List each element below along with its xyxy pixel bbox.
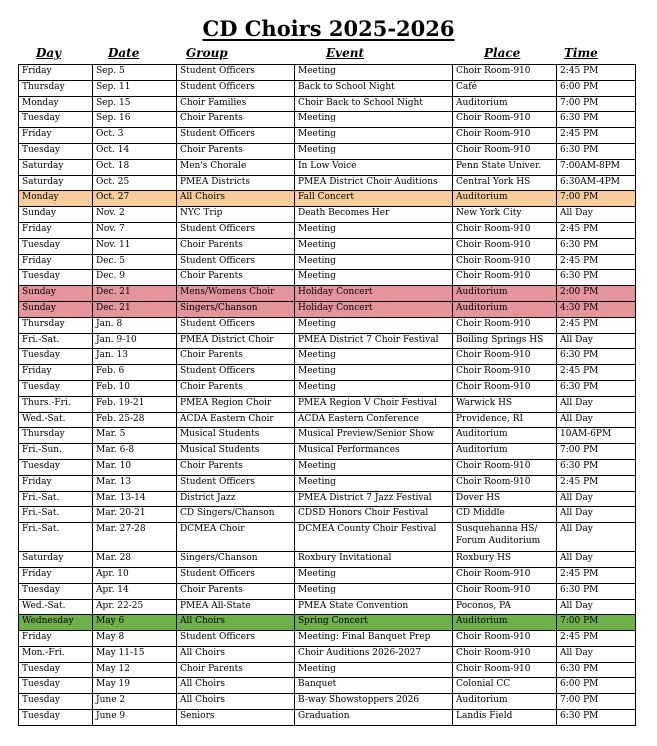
cell-group: Choir Parents — [177, 380, 295, 396]
cell-time: 2:00 PM — [557, 286, 636, 302]
cell-day: Fri.-Sat. — [19, 491, 93, 507]
cell-date: Mar. 6-8 — [93, 444, 177, 460]
table-row — [19, 112, 636, 128]
table-row — [19, 317, 636, 333]
cell-date: Jan. 8 — [93, 317, 177, 333]
cell-event: PMEA District 7 Jazz Festival — [295, 491, 453, 507]
table-row — [19, 286, 636, 302]
cell-day: Tuesday — [19, 238, 93, 254]
cell-date: Mar. 20-21 — [93, 507, 177, 523]
table-row — [19, 128, 636, 144]
cell-event: Meeting: Final Banquet Prep — [295, 631, 453, 647]
cell-day: Thursday — [19, 80, 93, 96]
cell-time: 2:45 PM — [557, 567, 636, 583]
cell-group: Choir Parents — [177, 349, 295, 365]
cell-time: 7:00 PM — [557, 694, 636, 710]
cell-day: Fri.-Sat. — [19, 523, 93, 552]
cell-date: Mar. 27-28 — [93, 523, 177, 552]
cell-group: PMEA Region Choir — [177, 396, 295, 412]
cell-date: June 2 — [93, 694, 177, 710]
cell-place: Roxbury HS — [453, 552, 557, 568]
cell-event: Meeting — [295, 222, 453, 238]
cell-day: Saturday — [19, 552, 93, 568]
cell-place: Auditorium — [453, 615, 557, 631]
cell-event: Meeting — [295, 128, 453, 144]
cell-place: Choir Room-910 — [453, 349, 557, 365]
table-row — [19, 365, 636, 381]
cell-day: Fri.-Sat. — [19, 333, 93, 349]
cell-day: Tuesday — [19, 459, 93, 475]
cell-day: Wed.-Sat. — [19, 412, 93, 428]
cell-event: Meeting — [295, 567, 453, 583]
cell-day: Tuesday — [19, 694, 93, 710]
cell-day: Tuesday — [19, 349, 93, 365]
cell-date: Oct. 14 — [93, 143, 177, 159]
cell-group: Student Officers — [177, 631, 295, 647]
cell-time: All Day — [557, 552, 636, 568]
cell-date: Dec. 5 — [93, 254, 177, 270]
header-place: Place — [484, 46, 521, 60]
cell-group: NYC Trip — [177, 207, 295, 223]
cell-date: Apr. 14 — [93, 583, 177, 599]
cell-group: Student Officers — [177, 65, 295, 81]
cell-date: Oct. 18 — [93, 159, 177, 175]
cell-group: All Choirs — [177, 694, 295, 710]
table-row — [19, 507, 636, 523]
cell-place: Choir Room-910 — [453, 365, 557, 381]
cell-event: PMEA District 7 Choir Festival — [295, 333, 453, 349]
cell-day: Sunday — [19, 207, 93, 223]
cell-date: Nov. 7 — [93, 222, 177, 238]
cell-day: Thursday — [19, 428, 93, 444]
cell-place: Central York HS — [453, 175, 557, 191]
table-row — [19, 222, 636, 238]
table-row — [19, 270, 636, 286]
table-row — [19, 615, 636, 631]
cell-day: Monday — [19, 191, 93, 207]
cell-event: Meeting — [295, 349, 453, 365]
cell-group: Student Officers — [177, 128, 295, 144]
cell-date: June 9 — [93, 710, 177, 726]
cell-day: Tuesday — [19, 583, 93, 599]
cell-time: 2:45 PM — [557, 254, 636, 270]
cell-group: DCMEA Choir — [177, 523, 295, 552]
cell-time: All Day — [557, 599, 636, 615]
cell-day: Friday — [19, 631, 93, 647]
table-row — [19, 301, 636, 317]
cell-day: Friday — [19, 254, 93, 270]
cell-time: 2:45 PM — [557, 128, 636, 144]
cell-day: Tuesday — [19, 112, 93, 128]
cell-event: Death Becomes Her — [295, 207, 453, 223]
schedule-table — [18, 64, 636, 726]
cell-group: Choir Parents — [177, 143, 295, 159]
cell-date: Nov. 11 — [93, 238, 177, 254]
cell-group: Choir Parents — [177, 238, 295, 254]
cell-date: Apr. 10 — [93, 567, 177, 583]
cell-group: Student Officers — [177, 567, 295, 583]
cell-event: Meeting — [295, 475, 453, 491]
cell-place: Café — [453, 80, 557, 96]
cell-place: Auditorium — [453, 444, 557, 460]
cell-date: Jan. 13 — [93, 349, 177, 365]
cell-place: New York City — [453, 207, 557, 223]
cell-place: Susquehanna HS/ Forum Auditorium — [453, 523, 557, 552]
cell-group: Choir Parents — [177, 459, 295, 475]
cell-day: Thurs.-Fri. — [19, 396, 93, 412]
cell-place: Dover HS — [453, 491, 557, 507]
cell-day: Tuesday — [19, 270, 93, 286]
cell-place: Choir Room-910 — [453, 270, 557, 286]
cell-day: Friday — [19, 128, 93, 144]
cell-event: Meeting — [295, 365, 453, 381]
cell-group: Mens/Womens Choir — [177, 286, 295, 302]
cell-date: Mar. 28 — [93, 552, 177, 568]
cell-time: All Day — [557, 396, 636, 412]
cell-date: Dec. 9 — [93, 270, 177, 286]
cell-time: 6:30 PM — [557, 270, 636, 286]
cell-time: 6:30 PM — [557, 380, 636, 396]
cell-place: Choir Room-910 — [453, 583, 557, 599]
cell-event: In Low Voice — [295, 159, 453, 175]
table-row — [19, 380, 636, 396]
cell-event: CDSD Honors Choir Festival — [295, 507, 453, 523]
cell-group: All Choirs — [177, 646, 295, 662]
cell-group: Singers/Chanson — [177, 552, 295, 568]
cell-place: Providence, RI — [453, 412, 557, 428]
cell-event: Meeting — [295, 143, 453, 159]
page-title: CD Choirs 2025-2026 — [202, 16, 455, 41]
cell-group: Musical Students — [177, 444, 295, 460]
cell-date: Dec. 21 — [93, 286, 177, 302]
cell-group: Student Officers — [177, 254, 295, 270]
cell-day: Tuesday — [19, 710, 93, 726]
cell-time: 6:00 PM — [557, 80, 636, 96]
cell-event: Choir Back to School Night — [295, 96, 453, 112]
cell-group: All Choirs — [177, 191, 295, 207]
cell-place: Choir Room-910 — [453, 317, 557, 333]
cell-place: Choir Room-910 — [453, 238, 557, 254]
cell-time: 4:30 PM — [557, 301, 636, 317]
cell-date: Sep. 15 — [93, 96, 177, 112]
cell-time: 2:45 PM — [557, 365, 636, 381]
cell-place: Choir Room-910 — [453, 631, 557, 647]
cell-day: Fri.-Sat. — [19, 507, 93, 523]
cell-event: B-way Showstoppers 2026 — [295, 694, 453, 710]
table-row — [19, 646, 636, 662]
cell-event: Meeting — [295, 238, 453, 254]
cell-day: Friday — [19, 475, 93, 491]
cell-event: Choir Auditions 2026-2027 — [295, 646, 453, 662]
cell-event: Meeting — [295, 65, 453, 81]
table-row — [19, 238, 636, 254]
table-row — [19, 412, 636, 428]
cell-time: All Day — [557, 333, 636, 349]
cell-event: DCMEA County Choir Festival — [295, 523, 453, 552]
cell-group: CD Singers/Chanson — [177, 507, 295, 523]
header-day: Day — [36, 46, 62, 60]
table-row — [19, 631, 636, 647]
cell-group: PMEA All-State — [177, 599, 295, 615]
cell-event: Meeting — [295, 380, 453, 396]
cell-place: Choir Room-910 — [453, 128, 557, 144]
cell-time: 6:30 PM — [557, 238, 636, 254]
cell-date: May 12 — [93, 662, 177, 678]
cell-place: Colonial CC — [453, 678, 557, 694]
cell-time: 7:00 PM — [557, 444, 636, 460]
cell-event: ACDA Eastern Conference — [295, 412, 453, 428]
cell-place: Choir Room-910 — [453, 662, 557, 678]
cell-time: 2:45 PM — [557, 222, 636, 238]
table-row — [19, 583, 636, 599]
cell-day: Tuesday — [19, 380, 93, 396]
cell-group: Choir Parents — [177, 270, 295, 286]
cell-date: Mar. 13 — [93, 475, 177, 491]
cell-place: Penn State Univer. — [453, 159, 557, 175]
cell-day: Wed.-Sat. — [19, 599, 93, 615]
cell-time: 10AM-6PM — [557, 428, 636, 444]
cell-time: 6:30 PM — [557, 459, 636, 475]
cell-day: Friday — [19, 567, 93, 583]
table-row — [19, 396, 636, 412]
cell-group: ACDA Eastern Choir — [177, 412, 295, 428]
cell-day: Sunday — [19, 301, 93, 317]
table-row — [19, 159, 636, 175]
cell-day: Friday — [19, 222, 93, 238]
cell-time: 7:00AM-8PM — [557, 159, 636, 175]
cell-time: All Day — [557, 207, 636, 223]
cell-event: Meeting — [295, 112, 453, 128]
cell-place: Auditorium — [453, 191, 557, 207]
table-row — [19, 65, 636, 81]
cell-group: Musical Students — [177, 428, 295, 444]
cell-event: Holiday Concert — [295, 286, 453, 302]
cell-date: Jan. 9-10 — [93, 333, 177, 349]
cell-group: Men's Chorale — [177, 159, 295, 175]
cell-event: Holiday Concert — [295, 301, 453, 317]
cell-date: Apr. 22-25 — [93, 599, 177, 615]
cell-event: Meeting — [295, 254, 453, 270]
cell-place: Auditorium — [453, 286, 557, 302]
cell-day: Tuesday — [19, 143, 93, 159]
cell-time: 6:30 PM — [557, 143, 636, 159]
cell-event: Meeting — [295, 583, 453, 599]
table-row — [19, 475, 636, 491]
cell-event: Back to School Night — [295, 80, 453, 96]
column-headers — [18, 46, 637, 62]
cell-place: Choir Room-910 — [453, 459, 557, 475]
cell-event: PMEA District Choir Auditions — [295, 175, 453, 191]
cell-event: Musical Preview/Senior Show — [295, 428, 453, 444]
cell-place: Auditorium — [453, 694, 557, 710]
cell-day: Wednesday — [19, 615, 93, 631]
cell-place: Auditorium — [453, 428, 557, 444]
cell-place: Choir Room-910 — [453, 222, 557, 238]
table-row — [19, 567, 636, 583]
cell-place: Choir Room-910 — [453, 567, 557, 583]
table-row — [19, 459, 636, 475]
cell-event: Meeting — [295, 317, 453, 333]
cell-date: Oct. 3 — [93, 128, 177, 144]
cell-time: 2:45 PM — [557, 631, 636, 647]
cell-date: May 6 — [93, 615, 177, 631]
table-row — [19, 80, 636, 96]
cell-place: Choir Room-910 — [453, 254, 557, 270]
table-row — [19, 444, 636, 460]
cell-place: Warwick HS — [453, 396, 557, 412]
cell-date: Oct. 27 — [93, 191, 177, 207]
cell-time: All Day — [557, 523, 636, 552]
table-row — [19, 191, 636, 207]
cell-day: Fri.-Sun. — [19, 444, 93, 460]
cell-day: Monday — [19, 96, 93, 112]
cell-group: Student Officers — [177, 222, 295, 238]
cell-group: Choir Families — [177, 96, 295, 112]
cell-time: All Day — [557, 412, 636, 428]
cell-place: CD Middle — [453, 507, 557, 523]
cell-time: 6:30AM-4PM — [557, 175, 636, 191]
table-row — [19, 710, 636, 726]
cell-event: Meeting — [295, 662, 453, 678]
cell-date: Mar. 10 — [93, 459, 177, 475]
cell-date: Sep. 5 — [93, 65, 177, 81]
cell-time: 6:30 PM — [557, 662, 636, 678]
cell-group: All Choirs — [177, 678, 295, 694]
cell-event: Musical Performances — [295, 444, 453, 460]
cell-day: Mon.-Fri. — [19, 646, 93, 662]
cell-place: Landis Field — [453, 710, 557, 726]
cell-event: Fall Concert — [295, 191, 453, 207]
cell-place: Boiling Springs HS — [453, 333, 557, 349]
cell-place: Choir Room-910 — [453, 112, 557, 128]
cell-place: Choir Room-910 — [453, 380, 557, 396]
table-row — [19, 349, 636, 365]
table-row — [19, 694, 636, 710]
cell-day: Sunday — [19, 286, 93, 302]
cell-time: 6:30 PM — [557, 112, 636, 128]
cell-day: Tuesday — [19, 678, 93, 694]
cell-group: PMEA Districts — [177, 175, 295, 191]
cell-date: May 11-15 — [93, 646, 177, 662]
cell-date: Sep. 16 — [93, 112, 177, 128]
cell-date: Nov. 2 — [93, 207, 177, 223]
cell-time: 2:45 PM — [557, 317, 636, 333]
cell-event: PMEA State Convention — [295, 599, 453, 615]
cell-day: Thursday — [19, 317, 93, 333]
header-event: Event — [326, 46, 365, 60]
cell-day: Friday — [19, 365, 93, 381]
cell-date: Feb. 10 — [93, 380, 177, 396]
cell-time: All Day — [557, 507, 636, 523]
cell-event: Spring Concert — [295, 615, 453, 631]
table-row — [19, 599, 636, 615]
cell-date: Feb. 25-28 — [93, 412, 177, 428]
table-row — [19, 552, 636, 568]
cell-time: 6:30 PM — [557, 583, 636, 599]
cell-date: Oct. 25 — [93, 175, 177, 191]
cell-place: Choir Room-910 — [453, 475, 557, 491]
cell-date: Sep. 11 — [93, 80, 177, 96]
cell-time: All Day — [557, 491, 636, 507]
cell-date: May 19 — [93, 678, 177, 694]
header-time: Time — [564, 46, 598, 60]
table-row — [19, 333, 636, 349]
header-date: Date — [108, 46, 140, 60]
cell-place: Choir Room-910 — [453, 646, 557, 662]
table-row — [19, 96, 636, 112]
cell-group: Student Officers — [177, 80, 295, 96]
table-row — [19, 175, 636, 191]
cell-day: Saturday — [19, 175, 93, 191]
cell-time: 7:00 PM — [557, 191, 636, 207]
cell-date: Mar. 13-14 — [93, 491, 177, 507]
cell-date: May 8 — [93, 631, 177, 647]
cell-group: Singers/Chanson — [177, 301, 295, 317]
cell-date: Feb. 6 — [93, 365, 177, 381]
table-row — [19, 678, 636, 694]
cell-date: Mar. 5 — [93, 428, 177, 444]
table-row — [19, 662, 636, 678]
cell-date: Feb. 19-21 — [93, 396, 177, 412]
table-row — [19, 143, 636, 159]
header-group: Group — [186, 46, 228, 60]
cell-time: All Day — [557, 646, 636, 662]
cell-group: All Choirs — [177, 615, 295, 631]
cell-event: Meeting — [295, 270, 453, 286]
cell-group: Choir Parents — [177, 583, 295, 599]
table-row — [19, 254, 636, 270]
cell-event: PMEA Region V Choir Festival — [295, 396, 453, 412]
cell-group: District Jazz — [177, 491, 295, 507]
cell-date: Dec. 21 — [93, 301, 177, 317]
cell-place: Auditorium — [453, 301, 557, 317]
cell-time: 2:45 PM — [557, 475, 636, 491]
cell-time: 7:00 PM — [557, 615, 636, 631]
table-row — [19, 428, 636, 444]
cell-time: 6:30 PM — [557, 710, 636, 726]
cell-group: Student Officers — [177, 475, 295, 491]
cell-time: 6:00 PM — [557, 678, 636, 694]
cell-day: Friday — [19, 65, 93, 81]
cell-day: Tuesday — [19, 662, 93, 678]
cell-time: 2:45 PM — [557, 65, 636, 81]
cell-group: Choir Parents — [177, 662, 295, 678]
cell-group: PMEA District Choir — [177, 333, 295, 349]
cell-time: 6:30 PM — [557, 349, 636, 365]
cell-group: Seniors — [177, 710, 295, 726]
cell-event: Roxbury Invitational — [295, 552, 453, 568]
cell-place: Choir Room-910 — [453, 65, 557, 81]
table-row — [19, 207, 636, 223]
cell-place: Poconos, PA — [453, 599, 557, 615]
cell-time: 7:00 PM — [557, 96, 636, 112]
table-row — [19, 491, 636, 507]
cell-group: Choir Parents — [177, 112, 295, 128]
cell-event: Meeting — [295, 459, 453, 475]
cell-event: Graduation — [295, 710, 453, 726]
cell-group: Student Officers — [177, 317, 295, 333]
cell-place: Choir Room-910 — [453, 143, 557, 159]
cell-day: Saturday — [19, 159, 93, 175]
cell-place: Auditorium — [453, 96, 557, 112]
cell-event: Banquet — [295, 678, 453, 694]
cell-group: Student Officers — [177, 365, 295, 381]
table-row — [19, 523, 636, 552]
